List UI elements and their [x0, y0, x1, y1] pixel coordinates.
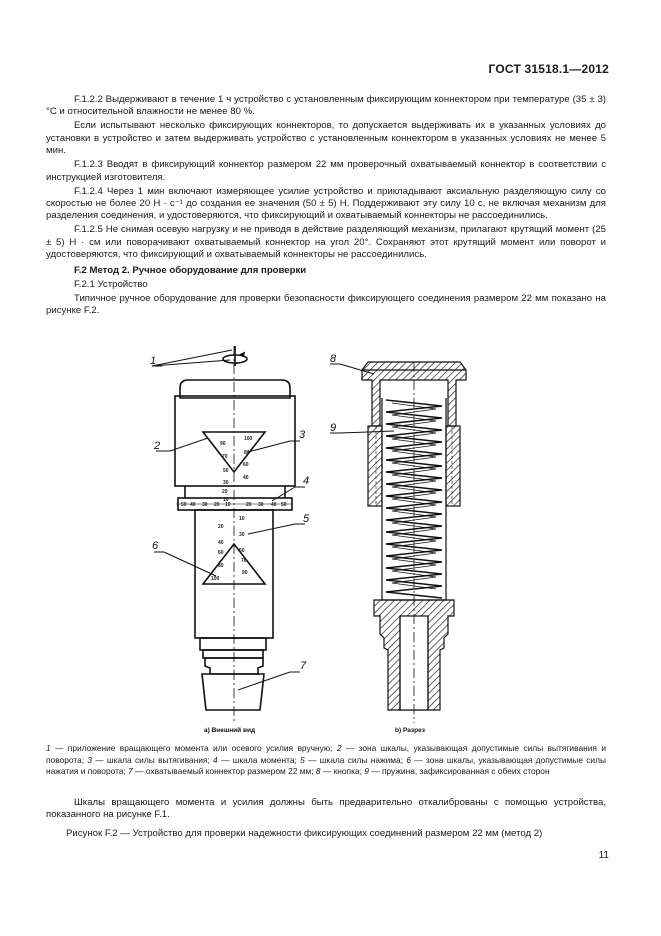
- callout-7: 7: [300, 660, 307, 672]
- legend-num: 9: [364, 766, 369, 777]
- upper-body: [175, 396, 295, 486]
- scale-tick-label: 80: [218, 563, 224, 569]
- scale-tick-label: 40: [271, 502, 277, 508]
- left-sleeve: [368, 426, 382, 506]
- scale-tick-label: 40: [190, 502, 196, 508]
- view-b-caption: b) Разрез: [395, 727, 425, 734]
- legend-text: зона шкалы, указывающая допустимые силы нажатия и поворота: [46, 754, 607, 777]
- legend-text: шкала силы нажима: [319, 754, 401, 765]
- callout-4: 4: [303, 475, 310, 487]
- legend-num: 2: [336, 743, 342, 753]
- callout-2: 2: [154, 440, 161, 452]
- callout-8: 8: [330, 353, 337, 365]
- external-view: [175, 346, 295, 723]
- page-number: 11: [598, 850, 609, 861]
- legend-num: 5: [300, 754, 305, 765]
- scale-tick-label: 20: [246, 502, 252, 508]
- callout-5: 5: [303, 513, 310, 525]
- scale-tick-label: 50: [239, 548, 245, 554]
- callout-3: 3: [299, 429, 306, 441]
- scale-tick-label: 20: [214, 502, 220, 508]
- scale-tick-label: 60: [243, 462, 249, 468]
- paragraph: F.1.2.4 Через 1 мин включают измеряющее усилие устройство и прикладывают аксиальную разделяющую силу со скоростью не более 20 Н · с⁻¹ до создания ее значения (50 ± 5) Н. Поддерживают эту силу 10 с, не включая механизм для разделения соединения, и удостоверяются, что фиксирующий и охватываемый коннекторы не рассоединились.: [46, 185, 606, 222]
- scale-tick-label: 30: [239, 532, 245, 538]
- scale-tick-label: 100: [244, 436, 253, 442]
- callout-6: 6: [152, 540, 159, 552]
- scale-tick-label: 40: [218, 540, 224, 546]
- subsection-heading: F.2.1 Устройство: [74, 278, 148, 290]
- legend-text: кнопка: [333, 766, 360, 777]
- scale-tick-label: 60: [218, 550, 224, 556]
- legend-text: шкала силы вытягивания: [106, 754, 208, 765]
- figure-f2: [140, 338, 500, 738]
- scale-tick-label: 50: [223, 468, 229, 474]
- callout-9: 9: [330, 422, 337, 434]
- figure-legend: 1 — приложение вращающего момента или осевого усилия вручную; 2 — зона шкалы, указывающая допустимые силы вытягивания и поворота; 3 — шкала силы вытягивания; 4 — шкала момента; 5 — шкала силы нажима; 6 — зона шкалы, указывающая допустимые силы нажатия и поворота; 7 — охватываемый коннектор размером 22 мм; 8 — кнопка; 9 — пружина, зафиксированная с обеих сторон: [46, 743, 607, 777]
- scale-tick-label: 70: [222, 454, 228, 460]
- paragraph: Если испытывают несколько фиксирующих коннекторов, то допускается выдерживать их в указанных условиях до установки в устройство и затем выдерживать устройство с установленным коннектором в указанных условиях не менее 5 мин.: [46, 120, 606, 157]
- scale-tick-label: 80: [244, 450, 250, 456]
- scale-tick-label: 90: [220, 441, 226, 447]
- scale-tick-label: 50: [181, 502, 187, 508]
- scale-tick-label: 10: [239, 516, 245, 522]
- scale-tick-label: 10: [225, 502, 231, 508]
- legend-num: 4: [213, 754, 218, 765]
- device-drawing: [140, 338, 500, 738]
- scale-tick-label: 40: [243, 475, 249, 481]
- scale-tick-label: 50: [281, 502, 287, 508]
- scale-tick-label: 30: [223, 480, 229, 486]
- scale-tick-label: 100: [211, 576, 220, 582]
- document-header: ГОСТ 31518.1—2012: [488, 62, 609, 76]
- right-sleeve: [446, 426, 460, 506]
- callout-1: 1: [150, 355, 157, 367]
- legend-num: 6: [406, 754, 411, 765]
- view-a-caption: а) Внешний вид: [204, 727, 256, 734]
- scale-tick-label: 70: [241, 558, 247, 564]
- scale-tick-label: 90: [242, 570, 248, 576]
- legend-text: пружина, зафиксированная с обеих сторон: [381, 766, 550, 777]
- paragraph: F.1.2.3 Вводят в фиксирующий коннектор размером 22 мм проверочный охватываемый коннектор в соответствии с инструкцией изготовителя.: [46, 159, 606, 183]
- scale-tick-label: 20: [218, 524, 224, 530]
- paragraph: F.1.2.5 Не снимая осевую нагрузку и не приводя в действие разделяющий механизм, прилагают крутящий момент (25 ± 5) Н · см или поворачивают охватываемый коннектор на угол 20°. Сохраняют этот крутящий момент или поворот и удостоверяются, что фиксирующий и охватываемый коннекторы не рассоединились.: [46, 224, 606, 261]
- scale-tick-label: 20: [222, 489, 228, 495]
- legend-num: 1: [46, 743, 51, 753]
- calibration-note: Шкалы вращающего момента и усилия должны быть предварительно откалиброваны с помощью устройства, показанного на рисунке F.1.: [46, 797, 606, 821]
- legend-num: 8: [315, 766, 321, 777]
- legend-text: зона шкалы, указывающая допустимые силы вытягивания и поворота: [46, 743, 606, 765]
- scale-tick-label: 30: [258, 502, 264, 508]
- legend-text: приложение вращающего момента или осевого усилия вручную: [67, 743, 331, 753]
- section-view: [362, 362, 466, 723]
- legend-text: шкала момента: [232, 754, 295, 765]
- paragraph: F.1.2.2 Выдерживают в течение 1 ч устройство с установленным фиксирующим коннектором при температуре (35 ± 3) °С и относительной влажности не менее 80 %.: [46, 94, 606, 118]
- legend-num: 3: [87, 754, 93, 765]
- scale-tick-label: 10: [223, 497, 229, 503]
- scale-tick-label: 30: [202, 502, 208, 508]
- male-connector: [202, 674, 264, 710]
- figure-caption: Рисунок F.2 — Устройство для проверки надежности фиксирующих соединений размером 22 мм (метод 2): [66, 828, 543, 839]
- intro-paragraph: Типичное ручное оборудование для проверки безопасности фиксирующего соединения размером 22 мм показано на рисунке F.2.: [46, 292, 606, 317]
- body-text: [46, 94, 606, 319]
- section-heading: F.2 Метод 2. Ручное оборудование для проверки: [74, 264, 307, 276]
- legend-text: охватываемый коннектор размером 22 мм: [145, 766, 312, 777]
- legend-num: 7: [128, 766, 133, 777]
